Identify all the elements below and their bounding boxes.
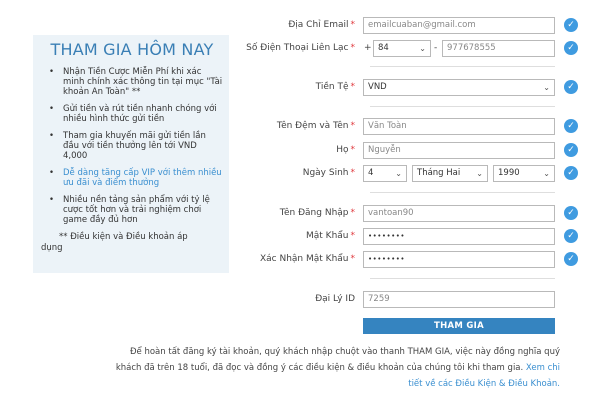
- email-label: Địa Chỉ Email *: [288, 20, 355, 30]
- last-name-input[interactable]: Nguyễn: [363, 142, 555, 159]
- terms-link[interactable]: Xem chi: [525, 363, 560, 373]
- divider: [370, 278, 555, 279]
- middle-name-row: [0, 118, 600, 138]
- agent-id-input[interactable]: 7259: [363, 291, 555, 308]
- terms-link-cont[interactable]: tiết về các Điều Kiện & Điều Khoản.: [408, 379, 560, 389]
- chevron-down-icon: ⌄: [543, 83, 550, 92]
- password-input[interactable]: ••••••••: [363, 228, 555, 245]
- promo-item-highlight: • Dễ dàng tăng cấp VIP với thêm nhiều ưu đãi và điểm thưởng: [41, 168, 223, 188]
- chevron-down-icon: ⌄: [476, 169, 483, 178]
- phone-input[interactable]: 977678555: [442, 40, 555, 57]
- check-circle-icon: ✓: [564, 229, 578, 243]
- terms-note-line1: ** Điều kiện và Điều khoản áp: [59, 232, 188, 242]
- join-button[interactable]: THAM GIA: [363, 318, 555, 334]
- check-circle-icon: ✓: [564, 18, 578, 32]
- dob-day-select[interactable]: [363, 165, 407, 182]
- currency-value: VND: [368, 82, 387, 92]
- currency-select[interactable]: [363, 79, 555, 96]
- promo-title: THAM GIA HÔM NAY: [50, 40, 214, 59]
- username-input[interactable]: vantoan90: [363, 205, 555, 222]
- dob-year-value: 1990: [498, 168, 520, 178]
- confirm-password-input[interactable]: ••••••••: [363, 251, 555, 268]
- dob-label: Ngày Sinh *: [302, 168, 355, 178]
- username-label: Tên Đăng Nhập *: [279, 208, 355, 218]
- currency-label: Tiền Tệ *: [315, 82, 355, 92]
- check-circle-icon: ✓: [564, 80, 578, 94]
- phone-code-select[interactable]: [373, 40, 431, 57]
- dob-month-select[interactable]: [412, 165, 488, 182]
- dob-row: [0, 165, 600, 185]
- footer-line3: [40, 376, 560, 392]
- promo-item: • Gửi tiền và rút tiền nhanh chóng với nhiều hình thức gửi tiền: [41, 104, 223, 124]
- phone-dash: -: [434, 43, 438, 53]
- password-row: [0, 228, 600, 248]
- chevron-down-icon: ⌄: [543, 169, 550, 178]
- divider: [370, 192, 555, 193]
- confirm-password-label: Xác Nhận Mật Khẩu *: [259, 254, 355, 264]
- password-label: Mật Khẩu *: [306, 231, 355, 241]
- promo-item: • Nhận Tiền Cược Miễn Phí khi xác minh chính xác thông tin tại mục "Tài khoản An Toàn" **: [41, 67, 223, 97]
- check-circle-icon: ✓: [564, 41, 578, 55]
- last-name-label: Họ *: [336, 145, 355, 155]
- phone-code-value: 84: [378, 43, 389, 53]
- last-name-row: [0, 142, 600, 162]
- divider: [370, 106, 555, 107]
- check-circle-icon: ✓: [564, 252, 578, 266]
- footer-disclaimer: [40, 344, 560, 392]
- phone-row: [0, 40, 600, 60]
- dob-month-value: Tháng Hai: [417, 168, 461, 178]
- confirm-password-row: [0, 251, 600, 271]
- middle-name-label: Tên Đệm và Tên *: [276, 121, 355, 131]
- phone-plus: +: [364, 43, 372, 53]
- divider: [370, 66, 555, 67]
- check-circle-icon: ✓: [564, 143, 578, 157]
- dob-year-select[interactable]: [493, 165, 555, 182]
- email-input[interactable]: emailcuaban@gmail.com: [363, 17, 555, 34]
- middle-name-input[interactable]: Văn Toàn: [363, 118, 555, 135]
- agent-label: Đại Lý ID: [315, 294, 355, 304]
- agent-row: [0, 291, 600, 311]
- dob-day-value: 4: [368, 168, 374, 178]
- currency-row: [0, 79, 600, 99]
- check-circle-icon: ✓: [564, 206, 578, 220]
- terms-note-line2: dụng: [41, 243, 63, 253]
- email-row: [0, 17, 600, 37]
- chevron-down-icon: ⌄: [395, 169, 402, 178]
- phone-label: Số Điện Thoại Liên Lạc *: [246, 43, 355, 53]
- footer-line1: Để hoàn tất đăng ký tài khoản, quý khách nhập chuột vào thanh THAM GIA, việc này đồng nghĩa quý: [129, 347, 560, 357]
- footer-line2: khách đã trên 18 tuổi, đã đọc và đồng ý các điều kiện & điều khoản của chúng tôi khi tham gia. Xem chi: [115, 363, 560, 373]
- promo-item: • Tham gia khuyến mãi gửi tiền lần đầu với tiền thưởng lên tới VND 4,000: [41, 131, 223, 161]
- check-circle-icon: ✓: [564, 119, 578, 133]
- chevron-down-icon: ⌄: [419, 44, 426, 53]
- username-row: [0, 205, 600, 225]
- check-circle-icon: ✓: [564, 166, 578, 180]
- promo-item: • Nhiều nền tảng sản phẩm với tỷ lệ cược tốt hơn và trải nghiệm chơi game đầy đủ hơn: [41, 195, 223, 225]
